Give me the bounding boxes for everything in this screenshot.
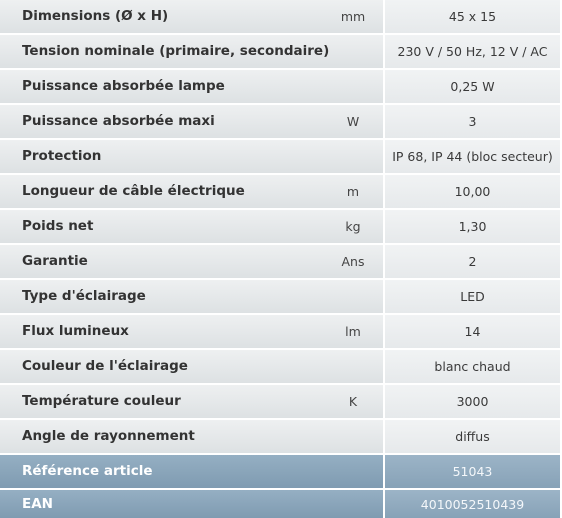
spec-value: 2	[385, 245, 560, 278]
spec-label: Puissance absorbée maxi	[22, 113, 215, 129]
spec-unit: kg	[345, 219, 361, 234]
spec-label: Tension nominale (primaire, secondaire)	[22, 43, 330, 59]
spec-unit	[338, 140, 368, 173]
spec-unit	[338, 455, 368, 488]
spec-unit: mm	[340, 9, 366, 24]
spec-unit	[338, 420, 368, 453]
spec-unit	[338, 350, 368, 383]
spec-label: Flux lumineux	[22, 323, 129, 339]
spec-unit	[338, 70, 368, 103]
spec-unit: lm	[345, 324, 361, 339]
spec-unit	[338, 35, 368, 68]
spec-label-cell	[0, 245, 385, 278]
spec-label: EAN	[22, 496, 53, 512]
spec-value: 51043	[385, 455, 560, 488]
spec-unit: m	[346, 184, 360, 199]
spec-label-cell	[0, 455, 385, 488]
spec-label: Puissance absorbée lampe	[22, 78, 225, 94]
spec-row-beam-angle	[0, 420, 562, 453]
spec-value: blanc chaud	[385, 350, 560, 383]
spec-row-light-color	[0, 350, 562, 383]
spec-value: 10,00	[385, 175, 560, 208]
spec-label: Type d'éclairage	[22, 288, 146, 304]
spec-label: Poids net	[22, 218, 94, 234]
spec-row-tension	[0, 35, 562, 68]
spec-label-cell	[0, 280, 385, 313]
spec-row-power-max	[0, 105, 562, 138]
spec-row-protection	[0, 140, 562, 173]
spec-unit: W	[346, 114, 360, 129]
spec-value: 0,25 W	[385, 70, 560, 103]
spec-row-article-reference	[0, 455, 562, 488]
spec-label-cell	[0, 210, 385, 243]
spec-unit	[338, 280, 368, 313]
spec-label-cell	[0, 315, 385, 348]
spec-label-cell	[0, 490, 385, 518]
spec-label: Dimensions (Ø x H)	[22, 8, 169, 24]
spec-label: Référence article	[22, 463, 153, 479]
spec-row-dimensions	[0, 0, 562, 33]
spec-row-power-lamp	[0, 70, 562, 103]
spec-label-cell	[0, 175, 385, 208]
spec-value: 1,30	[385, 210, 560, 243]
spec-value: 230 V / 50 Hz, 12 V / AC	[385, 35, 560, 68]
spec-value: 14	[385, 315, 560, 348]
spec-label-cell	[0, 0, 385, 33]
spec-unit: K	[348, 394, 358, 409]
spec-label-cell	[0, 420, 385, 453]
spec-label-cell	[0, 105, 385, 138]
spec-value: IP 68, IP 44 (bloc secteur)	[385, 140, 560, 173]
spec-unit	[338, 490, 368, 518]
spec-row-warranty	[0, 245, 562, 278]
spec-value: LED	[385, 280, 560, 313]
spec-label-cell	[0, 140, 385, 173]
spec-value: 45 x 15	[385, 0, 560, 33]
spec-label: Couleur de l'éclairage	[22, 358, 188, 374]
spec-label-cell	[0, 385, 385, 418]
spec-value: 3	[385, 105, 560, 138]
spec-unit: Ans	[341, 254, 365, 269]
spec-label-cell	[0, 350, 385, 383]
spec-value: diffus	[385, 420, 560, 453]
spec-row-luminous-flux	[0, 315, 562, 348]
spec-label: Angle de rayonnement	[22, 428, 195, 444]
spec-label: Protection	[22, 148, 102, 164]
spec-value: 4010052510439	[385, 490, 560, 518]
spec-row-color-temperature	[0, 385, 562, 418]
spec-label: Garantie	[22, 253, 88, 269]
spec-label-cell	[0, 35, 385, 68]
spec-value: 3000	[385, 385, 560, 418]
spec-label-cell	[0, 70, 385, 103]
spec-row-net-weight	[0, 210, 562, 243]
spec-row-ean	[0, 490, 562, 518]
spec-row-lighting-type	[0, 280, 562, 313]
spec-label: Température couleur	[22, 393, 181, 409]
spec-row-cable-length	[0, 175, 562, 208]
spec-label: Longueur de câble électrique	[22, 183, 245, 199]
